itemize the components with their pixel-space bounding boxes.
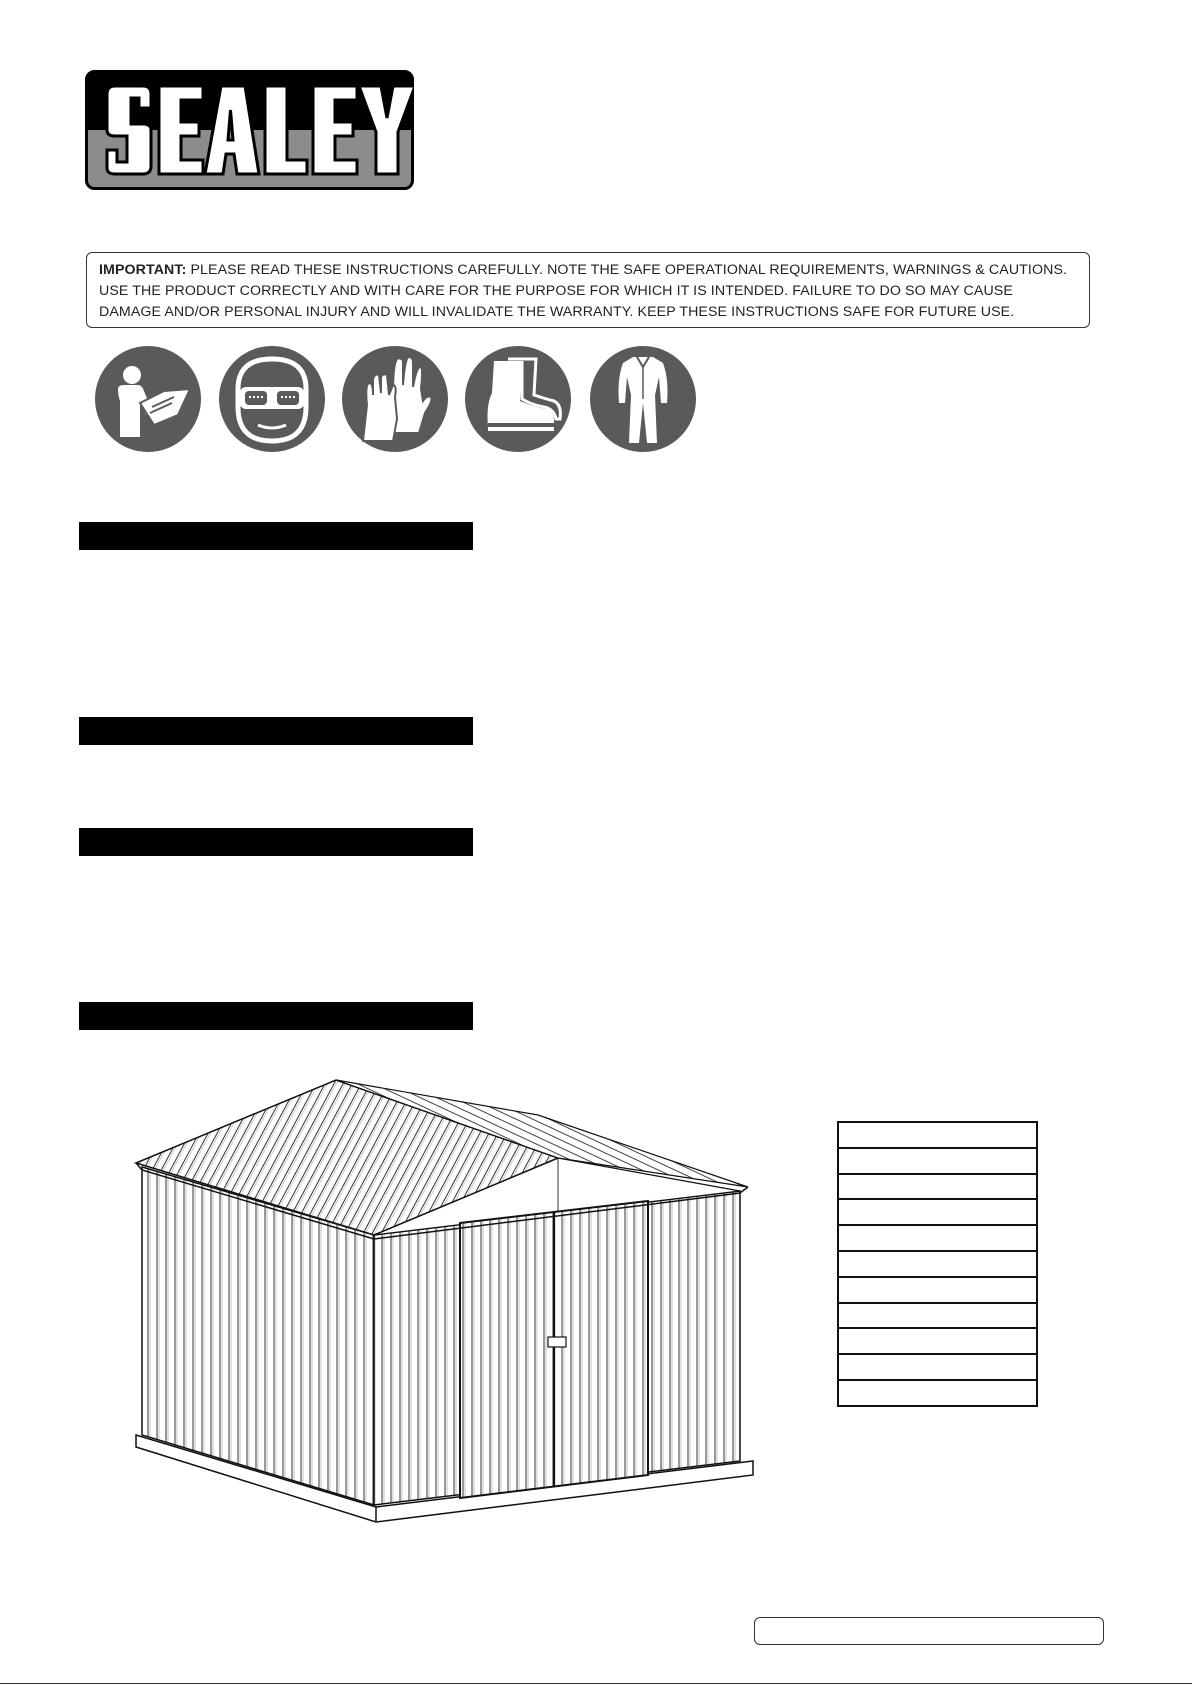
table-row (838, 1251, 1037, 1277)
important-label: IMPORTANT: (99, 262, 187, 278)
specification-table (837, 1121, 1038, 1407)
table-row (838, 1303, 1037, 1329)
safety-goggles-icon (218, 345, 326, 453)
shed-illustration (128, 1075, 758, 1545)
table-row (838, 1122, 1037, 1148)
table-row (838, 1354, 1037, 1380)
table-row (838, 1148, 1037, 1174)
table-row (838, 1328, 1037, 1354)
table-row (838, 1199, 1037, 1225)
section-heading-bar (79, 828, 473, 856)
bottom-divider (0, 1683, 1192, 1684)
table-row (838, 1277, 1037, 1303)
section-heading-bar (79, 522, 473, 550)
read-manual-icon (94, 345, 202, 453)
safety-boots-icon (464, 345, 572, 453)
protective-gloves-icon (341, 345, 449, 453)
table-row (838, 1380, 1037, 1406)
table-row (838, 1225, 1037, 1251)
overalls-icon (589, 345, 697, 453)
table-row (838, 1174, 1037, 1200)
important-notice (86, 252, 1090, 328)
important-text: PLEASE READ THESE INSTRUCTIONS CAREFULLY. NOTE THE SAFE OPERATIONAL REQUIREMENTS, WARNINGS & CAUTIONS. USE THE PRODUCT CORRECTLY AND WITH CARE FOR THE PURPOSE FOR WHICH IT IS INTENDED. FAILURE TO DO SO MAY CAUSE DAMAGE AND/OR PERSONAL INJURY AND WILL INVALIDATE THE WARRANTY. KEEP THESE INSTRUCTIONS SAFE FOR FUTURE USE. (99, 262, 1068, 320)
brand-logo (85, 70, 414, 190)
section-heading-bar (79, 1002, 473, 1030)
reference-box (754, 1617, 1104, 1645)
section-heading-bar (79, 717, 473, 745)
